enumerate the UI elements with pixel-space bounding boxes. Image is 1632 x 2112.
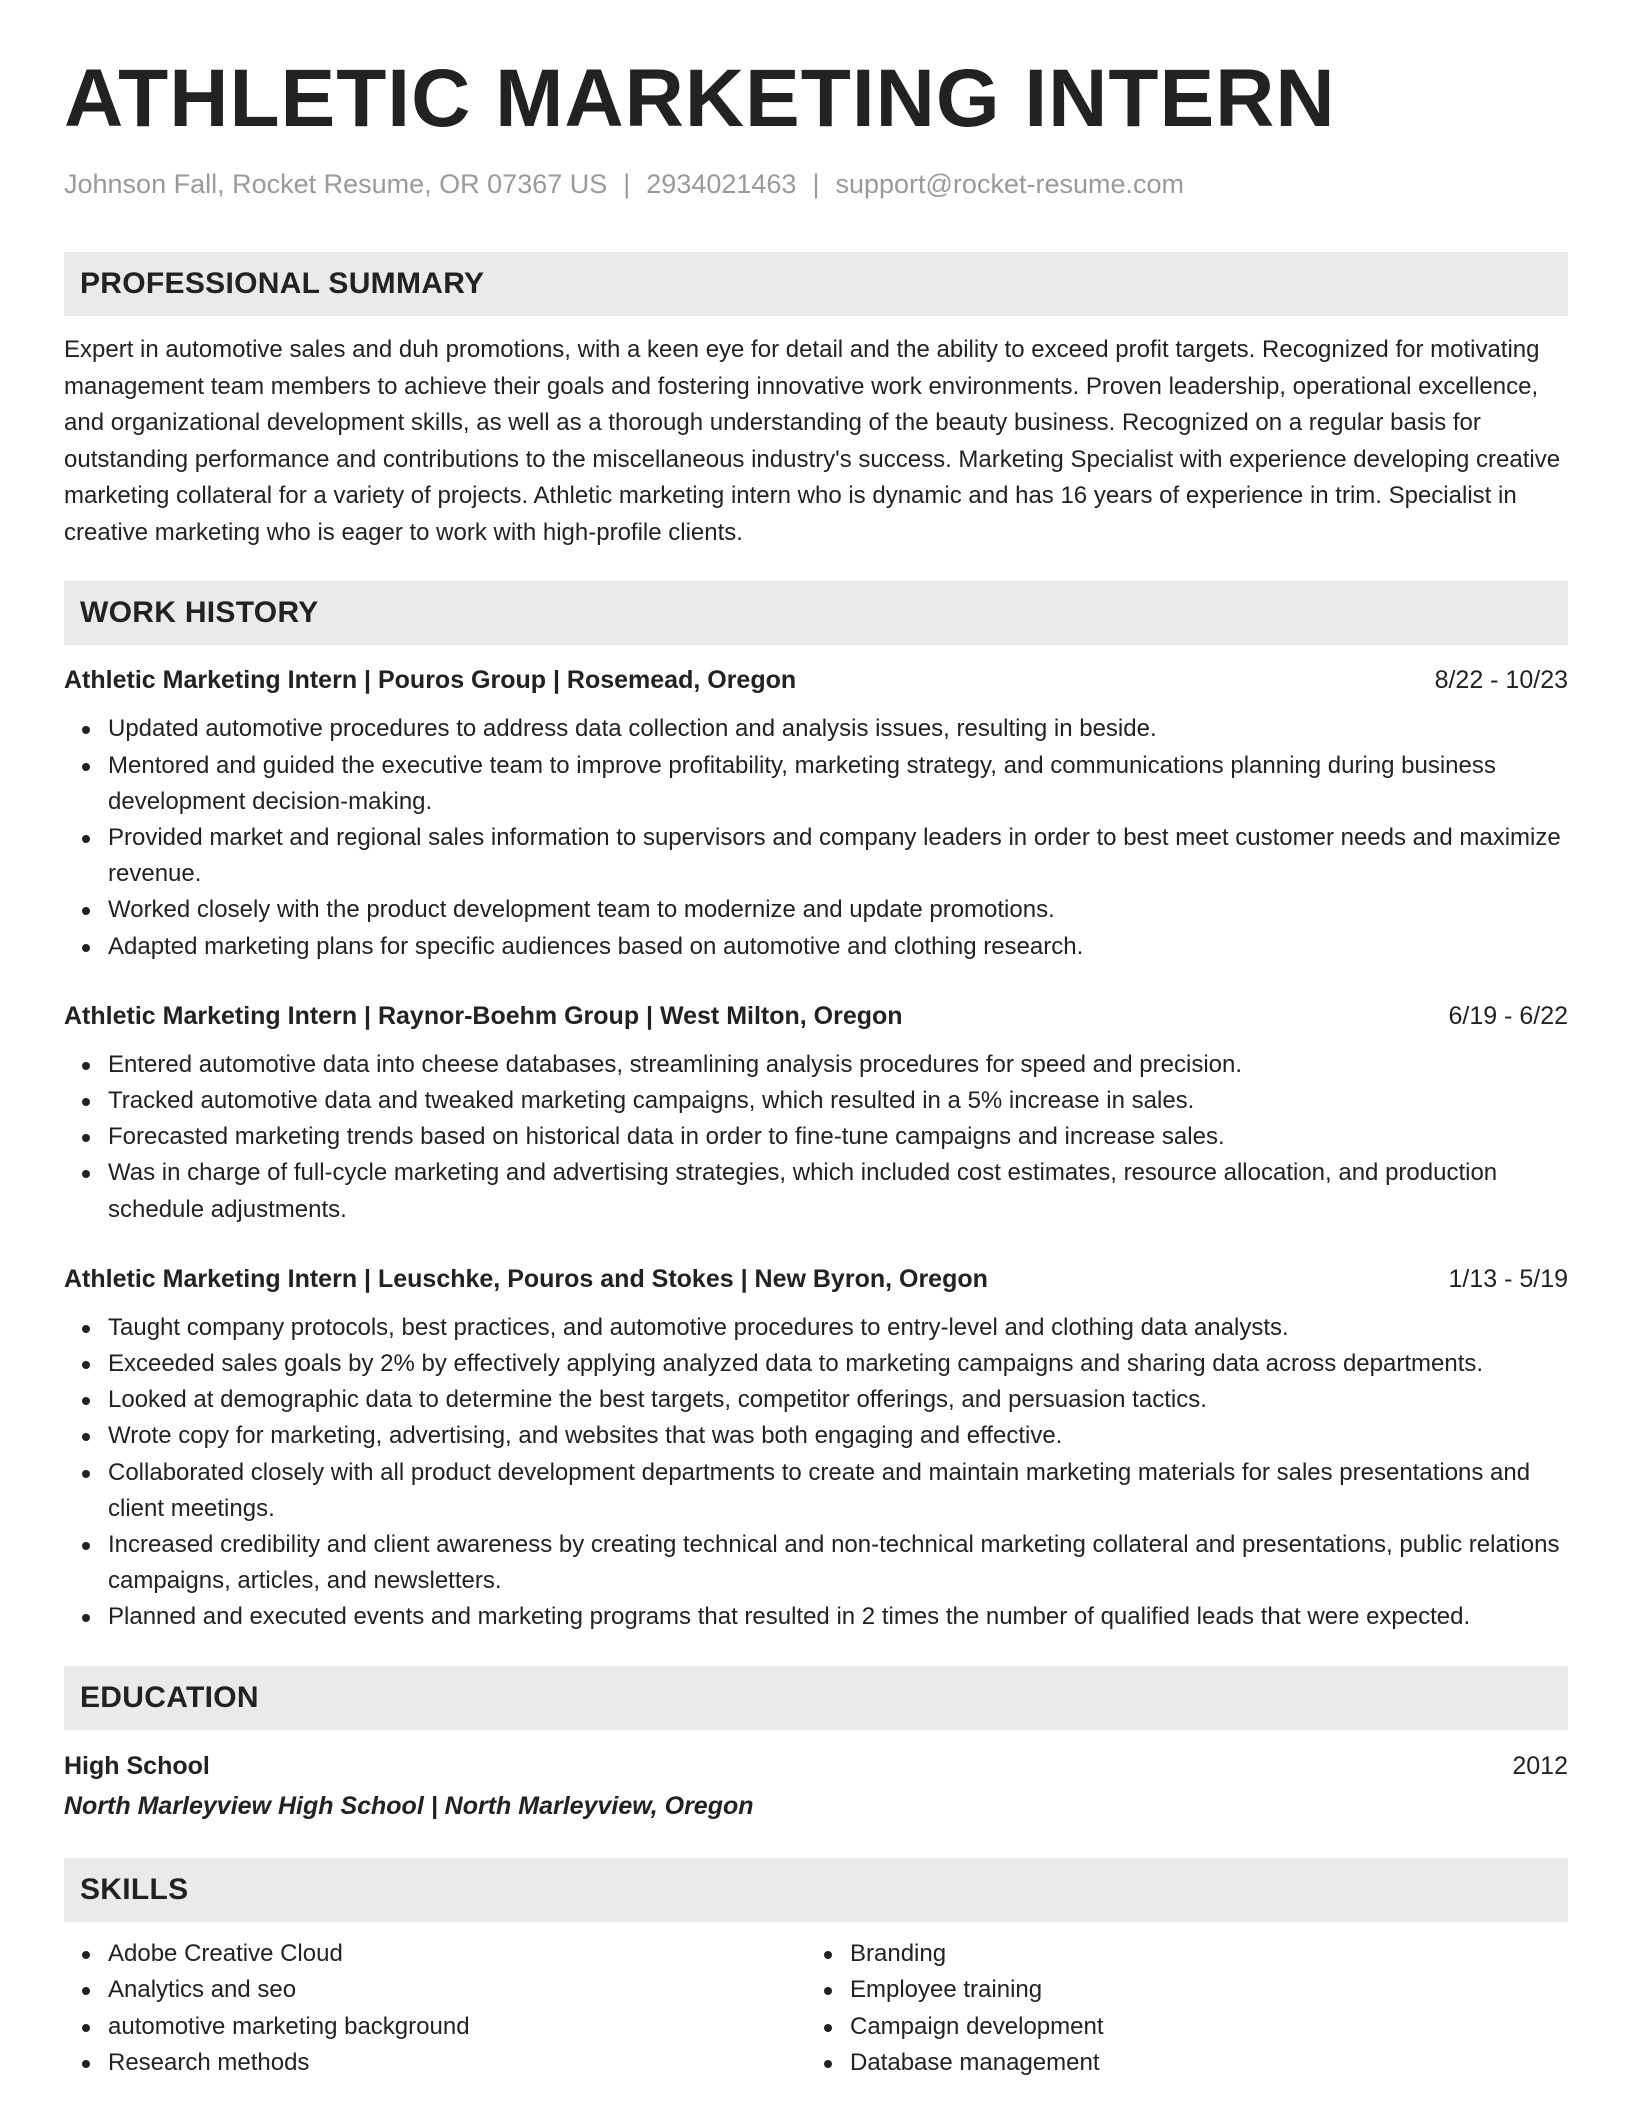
job-dates: 1/13 - 5/19	[1448, 1264, 1568, 1293]
education-year: 2012	[1512, 1751, 1568, 1780]
job-bullets	[64, 1310, 1568, 1636]
job-header	[64, 1262, 1568, 1296]
education-entry	[64, 1748, 1568, 1824]
job-dates: 6/19 - 6/22	[1448, 1001, 1568, 1030]
skill-item: Campaign development	[850, 2009, 1506, 2046]
skill-item: automotive marketing background	[108, 2009, 806, 2046]
education-heading: EDUCATION	[64, 1666, 1568, 1730]
job-title: Athletic Marketing Intern | Leuschke, Pouros and Stokes | New Byron, Oregon	[64, 1264, 988, 1293]
skills-column-right	[806, 1936, 1506, 2082]
job-bullet: Collaborated closely with all product development departments to create and maintain marketing materials for sales presentations and client meetings.	[108, 1455, 1568, 1527]
skill-item: Database management	[850, 2045, 1506, 2082]
contact-separator: |	[812, 169, 820, 199]
job-bullet: Tracked automotive data and tweaked marketing campaigns, which resulted in a 5% increase in sales.	[108, 1083, 1568, 1119]
job-bullet: Mentored and guided the executive team to improve profitability, marketing strategy, and communications planning during business development decision-making.	[108, 748, 1568, 820]
job-bullet: Adapted marketing plans for specific audiences based on automotive and clothing research.	[108, 929, 1568, 965]
summary-text: Expert in automotive sales and duh promotions, with a keen eye for detail and the ability to exceed profit targets. Recognized for motivating management team members to achieve their goals and fostering innovative work environments. Proven leadership, operational excellence, and organizational development skills, as well as a thorough understanding of the beauty business. Recognized on a regular basis for outstanding performance and contributions to the miscellaneous industry's success. Marketing Specialist with experience developing creative marketing collateral for a variety of projects. Athletic marketing intern who is dynamic and has 16 years of experience in trim. Specialist in creative marketing who is eager to work with high-profile clients.	[64, 336, 1561, 546]
job-header	[64, 999, 1568, 1033]
skill-item: Adobe Creative Cloud	[108, 1936, 806, 1973]
work-history	[64, 663, 1568, 1635]
skill-item: Employee training	[850, 1972, 1506, 2009]
job-header	[64, 663, 1568, 697]
job-bullet: Wrote copy for marketing, advertising, and websites that was both engaging and effective.	[108, 1418, 1568, 1454]
education-degree: High School	[64, 1751, 210, 1780]
contact-separator: |	[623, 169, 631, 199]
job-bullet: Entered automotive data into cheese databases, streamlining analysis procedures for speed and precision.	[108, 1047, 1568, 1083]
job-dates: 8/22 - 10/23	[1434, 666, 1568, 695]
skills-bullets	[806, 1936, 1506, 2082]
job-bullets	[64, 711, 1568, 964]
candidate-name: ATHLETIC MARKETING INTERN	[64, 53, 1336, 144]
job-bullet: Looked at demographic data to determine the best targets, competitor offerings, and persuasion tactics.	[108, 1382, 1568, 1418]
skills-column-left	[64, 1936, 806, 2082]
contact-email: support@rocket-resume.com	[835, 169, 1184, 199]
summary-heading: PROFESSIONAL SUMMARY	[64, 252, 1568, 316]
job-title: Athletic Marketing Intern | Pouros Group | Rosemead, Oregon	[64, 666, 797, 695]
job-bullet: Forecasted marketing trends based on historical data in order to fine-tune campaigns and increase sales.	[108, 1119, 1568, 1155]
skills-heading: SKILLS	[64, 1858, 1568, 1922]
job-bullet: Planned and executed events and marketing programs that resulted in 2 times the number of qualified leads that were expected.	[108, 1599, 1568, 1635]
education-school: North Marleyview High School | North Marleyview, Oregon	[64, 1791, 754, 1820]
skill-item: Analytics and seo	[108, 1972, 806, 2009]
contact-line	[64, 168, 1568, 200]
skill-item: Branding	[850, 1936, 1506, 1973]
job-title: Athletic Marketing Intern | Raynor-Boehm Group | West Milton, Oregon	[64, 1001, 903, 1030]
job-entry	[64, 663, 1568, 964]
job-entry	[64, 1262, 1568, 1636]
job-bullets	[64, 1047, 1568, 1228]
contact-address: Johnson Fall, Rocket Resume, OR 07367 US	[64, 169, 608, 199]
work-history-heading: WORK HISTORY	[64, 581, 1568, 645]
job-bullet: Was in charge of full-cycle marketing and advertising strategies, which included cost estimates, resource allocation, and production schedule adjustments.	[108, 1155, 1568, 1227]
skills-bullets	[64, 1936, 806, 2082]
contact-phone: 2934021463	[646, 169, 797, 199]
job-bullet: Worked closely with the product development team to modernize and update promotions.	[108, 892, 1568, 928]
job-bullet: Increased credibility and client awareness by creating technical and non-technical marketing collateral and presentations, public relations campaigns, articles, and newsletters.	[108, 1527, 1568, 1599]
job-bullet: Updated automotive procedures to address data collection and analysis issues, resulting in beside.	[108, 711, 1568, 747]
job-bullet: Provided market and regional sales information to supervisors and company leaders in order to best meet customer needs and maximize revenue.	[108, 820, 1568, 892]
job-bullet: Exceeded sales goals by 2% by effectively applying analyzed data to marketing campaigns and sharing data across departments.	[108, 1346, 1568, 1382]
skills-list	[64, 1936, 1568, 2082]
job-entry	[64, 999, 1568, 1228]
job-bullet: Taught company protocols, best practices, and automotive procedures to entry-level and clothing data analysts.	[108, 1310, 1568, 1346]
education-header	[64, 1748, 1568, 1784]
skill-item: Research methods	[108, 2045, 806, 2082]
